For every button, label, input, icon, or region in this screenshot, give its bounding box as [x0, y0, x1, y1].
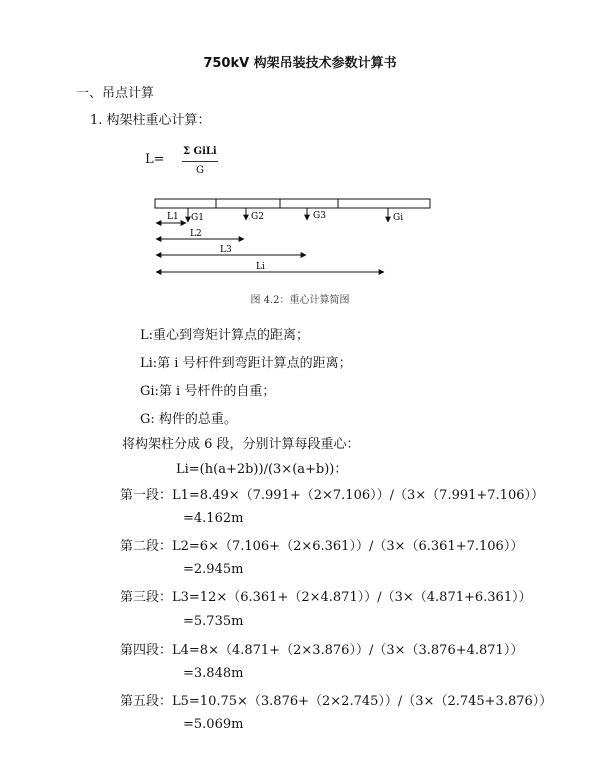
- formula-denominator: G: [196, 165, 204, 176]
- formula-numerator: Σ GiLi: [183, 146, 217, 157]
- definition-gi: Gi:第 i 号杆件的自重；: [140, 384, 276, 399]
- column-beam: [155, 199, 430, 208]
- section-heading: 一、吊点计算: [76, 86, 155, 101]
- segment-2-result: =2.945m: [183, 562, 244, 577]
- dimension-label-li: Li: [256, 262, 265, 272]
- segment-1: 第一段：L1=8.49×（7.991+（2×7.106））/（3×（7.991+7.106））: [120, 488, 544, 503]
- document-title: 750kV 构架吊装技术参数计算书: [203, 56, 397, 71]
- load-label-g2: G2: [251, 212, 264, 222]
- segment-2: 第二段：L2=6×（7.106+（2×6.361））/（3×（6.361+7.106））: [120, 539, 524, 554]
- segment-4: 第四段：L4=8×（4.871+（2×3.876））/（3×（3.876+4.871））: [120, 643, 524, 658]
- load-label-gi: Gi: [393, 213, 404, 223]
- segment-3-result: =5.735m: [183, 614, 244, 629]
- figure-caption: 图 4.2：重心计算简图: [250, 295, 350, 306]
- formula-lhs: L=: [145, 152, 165, 167]
- subsection-heading: 1. 构架柱重心计算：: [90, 113, 211, 128]
- segment-4-result: =3.848m: [183, 666, 244, 681]
- fraction-bar: [182, 161, 218, 162]
- segment-1-result: =4.162m: [183, 511, 244, 526]
- dimension-label-l2: L2: [190, 229, 202, 239]
- definition-li: Li:第 i 号杆件到弯距计算点的距离；: [140, 356, 352, 371]
- dimension-label-l3: L3: [220, 245, 232, 255]
- dimension-label-l1: L1: [167, 212, 179, 222]
- load-label-g3: G3: [313, 211, 326, 221]
- segment-5-result: =5.069m: [183, 717, 244, 732]
- general-formula: Li=(h(a+2b))/(3×(a+b))：: [176, 462, 348, 477]
- intro-text: 将构架柱分成 6 段，分别计算每段重心：: [122, 437, 360, 452]
- definition-g: G: 构件的总重。: [140, 412, 237, 427]
- load-label-g1: G1: [191, 213, 204, 223]
- center-of-gravity-diagram: [150, 190, 440, 280]
- segment-5: 第五段：L5=10.75×（3.876+（2×2.745））/（3×（2.745+3.876））: [120, 694, 553, 709]
- segment-3: 第三段：L3=12×（6.361+（2×4.871））/（3×（4.871+6.361））: [120, 590, 532, 605]
- definition-l: L:重心到弯矩计算点的距离；: [140, 328, 310, 343]
